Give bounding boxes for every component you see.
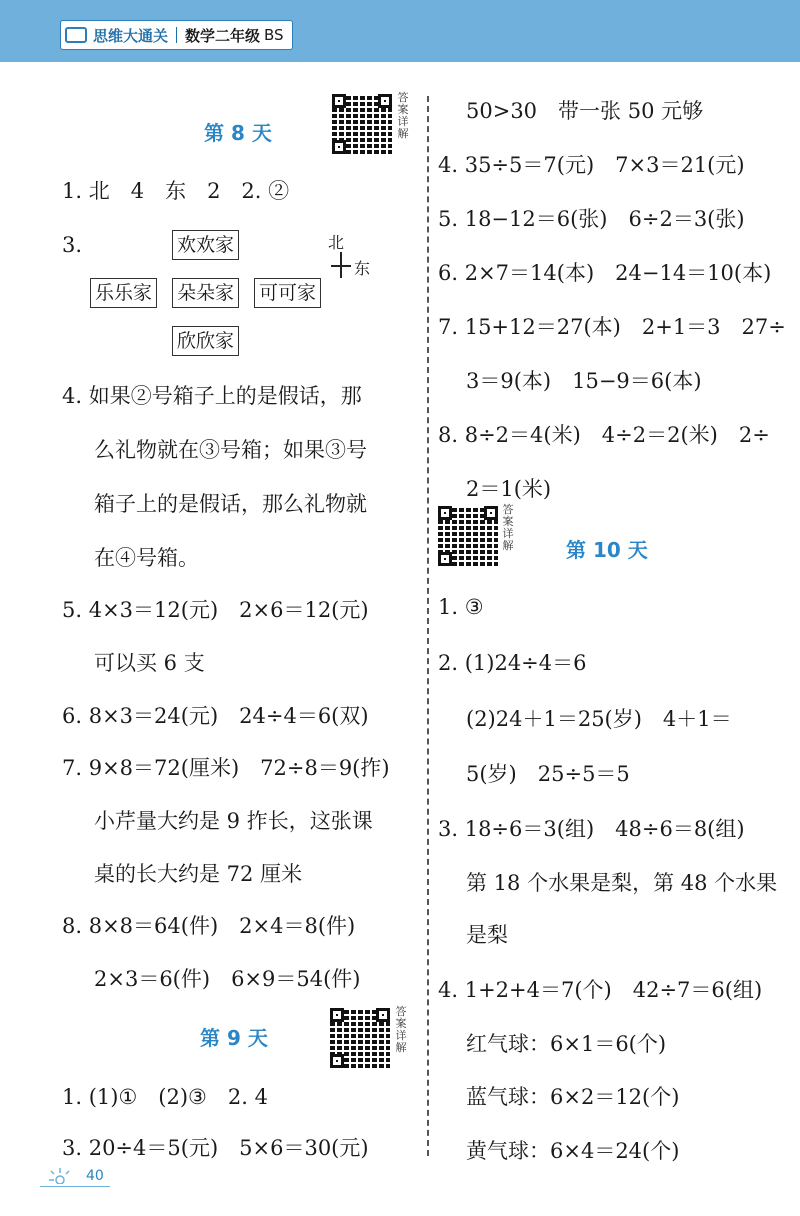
answer-9-6: 6. 2×7＝14(本) 24−14＝10(本) xyxy=(438,261,772,285)
answer-10-4-line3: 蓝气球：6×2＝12(个) xyxy=(466,1085,680,1109)
compass-north: 北 xyxy=(328,233,345,252)
answer-10-4-line1: 4. 1+2+4＝7(个) 42÷7＝6(组) xyxy=(438,978,763,1002)
qr-label: 答案详解 xyxy=(395,1005,407,1054)
qr-label: 答案详解 xyxy=(502,503,514,552)
answer-8-7-line2: 小芹量大约是 9 拃长，这张课 xyxy=(94,809,373,833)
grid-left: 乐乐家 xyxy=(90,278,157,308)
answer-10-4-line4: 黄气球：6×4＝24(个) xyxy=(466,1139,680,1163)
subject-name: 数学二年级 xyxy=(185,26,261,45)
answer-8-4-line1: 4. 如果②号箱子上的是假话，那 xyxy=(62,384,362,408)
qr-code-icon[interactable] xyxy=(438,506,498,566)
page-header xyxy=(0,0,800,62)
answer-9-3-cont: 50>30 带一张 50 元够 xyxy=(466,99,704,123)
answer-8-3-label: 3. xyxy=(62,233,83,257)
compass-east: 东 xyxy=(354,259,371,278)
answer-9-1: 1. (1)① (2)③ 2. 4 xyxy=(62,1085,268,1109)
answer-9-3: 3. 20÷4＝5(元) 5×6＝30(元) xyxy=(62,1136,369,1160)
answer-10-4-line2: 红气球：6×1＝6(个) xyxy=(466,1032,667,1056)
answer-9-5: 5. 18−12＝6(张) 6÷2＝3(张) xyxy=(438,207,745,231)
answer-10-2-line1: 2. (1)24÷4＝6 xyxy=(438,651,587,675)
grid-right: 可可家 xyxy=(254,278,321,308)
answer-9-7-line2: 3＝9(本) 15−9＝6(本) xyxy=(466,369,702,393)
grid-top: 欢欢家 xyxy=(172,230,239,260)
answer-9-8-line1: 8. 8÷2＝4(米) 4÷2＝2(米) 2÷ xyxy=(438,423,770,447)
day8-title: 第 8 天 xyxy=(204,121,272,145)
answer-8-7-line1: 7. 9×8＝72(厘米) 72÷8＝9(拃) xyxy=(62,756,390,780)
answer-8-8-line2: 2×3＝6(件) 6×9＝54(件) xyxy=(94,967,361,991)
series-name: 思维大通关 xyxy=(93,26,169,45)
footer-rule xyxy=(40,1186,110,1187)
answer-8-5-line1: 5. 4×3＝12(元) 2×6＝12(元) xyxy=(62,598,369,622)
qr-label: 答案详解 xyxy=(397,91,409,140)
answer-8-5-line2: 可以买 6 支 xyxy=(94,651,205,675)
answer-8-4-line2: 么礼物就在③号箱；如果③号 xyxy=(94,438,367,462)
answer-10-2-line3: 5(岁) 25÷5＝5 xyxy=(466,762,630,786)
answer-8-4-line4: 在④号箱。 xyxy=(94,546,199,570)
answer-10-3-line1: 3. 18÷6＝3(组) 48÷6＝8(组) xyxy=(438,817,745,841)
answer-10-2-line2: (2)24＋1＝25(岁) 4＋1＝ xyxy=(466,707,732,731)
sun-decoration-icon xyxy=(46,1166,74,1184)
answer-10-1: 1. ③ xyxy=(438,595,484,619)
book-logo-icon xyxy=(65,27,87,43)
qr-code-icon[interactable] xyxy=(332,94,392,154)
answer-8-7-line3: 桌的长大约是 72 厘米 xyxy=(94,862,303,886)
column-divider xyxy=(427,96,429,1156)
grid-bottom: 欣欣家 xyxy=(172,326,239,356)
answer-9-4: 4. 35÷5＝7(元) 7×3＝21(元) xyxy=(438,153,745,177)
edition-label: BS xyxy=(264,26,284,44)
qr-code-icon[interactable] xyxy=(330,1008,390,1068)
day10-title: 第 10 天 xyxy=(566,538,648,562)
grid-center: 朵朵家 xyxy=(172,278,239,308)
answer-10-3-line3: 是梨 xyxy=(466,923,508,947)
answer-10-3-line2: 第 18 个水果是梨，第 48 个水果 xyxy=(466,871,778,895)
answer-8-8-line1: 8. 8×8＝64(件) 2×4＝8(件) xyxy=(62,914,356,938)
answer-9-7-line1: 7. 15+12＝27(本) 2+1＝3 27÷ xyxy=(438,315,786,339)
book-tag xyxy=(60,20,293,50)
day9-title: 第 9 天 xyxy=(200,1026,268,1050)
answer-8-6: 6. 8×3＝24(元) 24÷4＝6(双) xyxy=(62,704,369,728)
answer-8-4-line3: 箱子上的是假话，那么礼物就 xyxy=(94,492,367,516)
answer-9-8-line2: 2＝1(米) xyxy=(466,477,552,501)
page-number: 40 xyxy=(86,1168,104,1184)
tag-divider xyxy=(176,27,177,43)
compass-horizontal-icon xyxy=(331,265,351,267)
answer-8-1: 1. 北 4 东 2 2. ② xyxy=(62,179,290,203)
